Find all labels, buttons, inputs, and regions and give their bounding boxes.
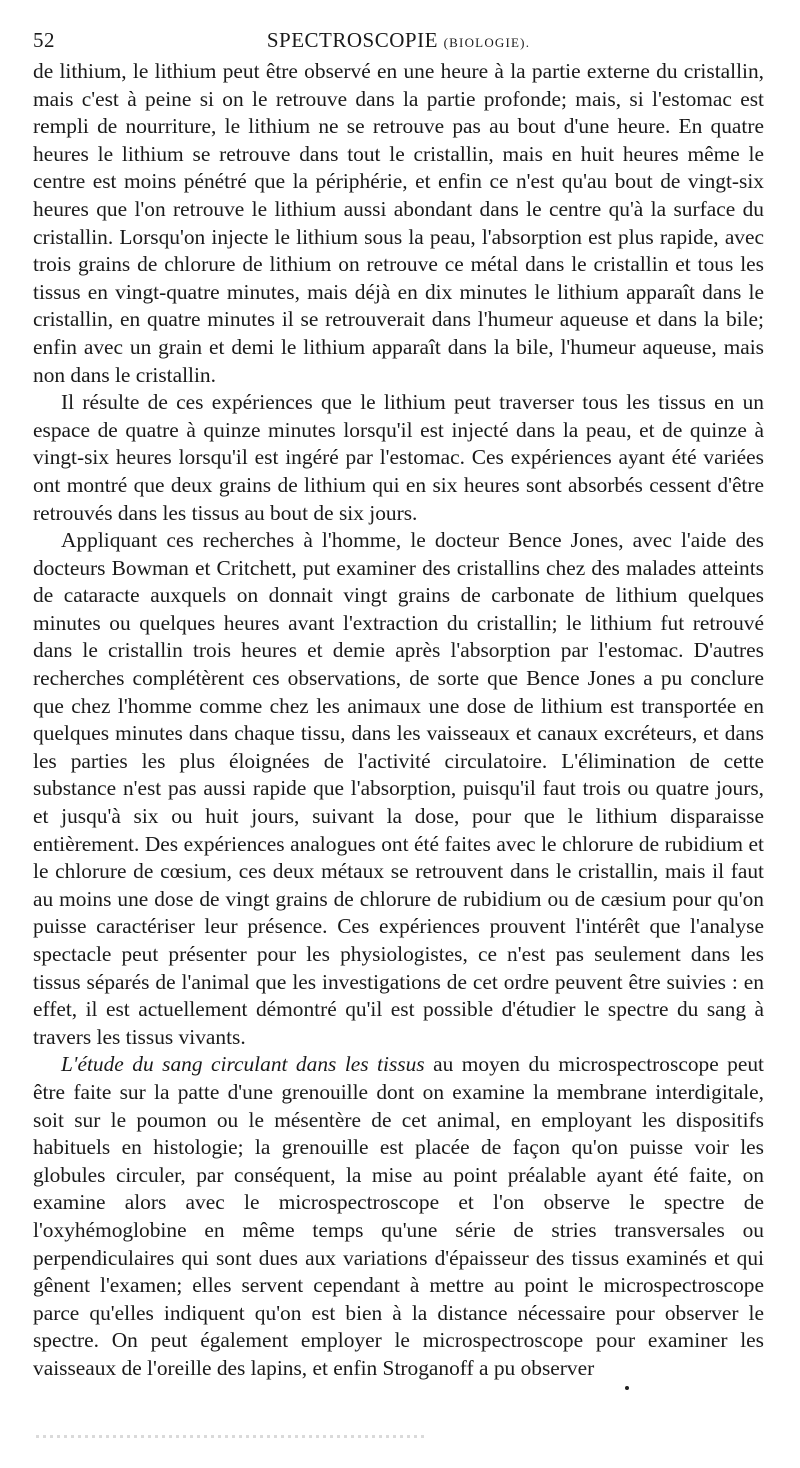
paragraph [33,1051,764,1382]
running-title-main: SPECTROSCOPIE [266,28,438,52]
body-text [33,58,764,1383]
footer-scan-marks [36,1435,426,1438]
running-head [33,28,764,58]
paragraph [33,58,764,389]
paragraph [33,527,764,1051]
text-run: Il résulte de ces expériences que le lithium peut traverser tous les tissus en un espace de quatre à quinze minutes lorsqu'il est injecté dans la peau, et de quinze à vingt-six heures lorsqu'il est ingéré par l'estomac. Ces expériences ayant été variées ont montré que deux grains de lithium qui en six heures sont absorbés cessent d'être retrouvés dans les tissus au bout de six jours. [33,390,764,525]
text-run: Appliquant ces recherches à l'homme, le docteur Bence Jones, avec l'aide des docteurs Bowman et Critchett, put examiner des cristallins chez des malades atteints de cataracte auxquels on donnait vingt grains de carbonate de lithium quelques minutes ou quelques heures avant l'extraction du cristallin; le lithium fut retrouvé dans le cristallin trois heures et demie après l'absorption par l'estomac. D'autres recherches complétèrent ces observations, de sorte que Bence Jones a pu conclure que chez l'homme comme chez les animaux une dose de lithium est transportée en quelques minutes dans chaque tissu, dans les vaisseaux et canaux excréteurs, et dans les parties les plus éloignées de l'activité circulatoire. L'élimination de cette substance n'est pas aussi rapide que l'absorption, puisqu'il faut trois ou quatre jours, et jusqu'à six ou huit jours, suivant la dose, pour que le lithium disparaisse entièrement. Des expériences analogues ont été faites avec le chlorure de rubidium et le chlorure de cœsium, ces deux métaux se retrouvent dans le cristallin, mais il faut au moins une dose de vingt grains de chlorure de rubidium ou de cæsium pour qu'on puisse caractériser leur présence. Ces expériences prouvent l'intérêt que l'analyse spectacle peut présenter pour les physiologistes, ce n'est pas seulement dans les tissus séparés de l'animal que les investigations de cet ordre peuvent être suivies : en effet, il est actuellement démontré qu'il est possible d'étudier le spectre du sang à travers les tissus vivants. [33,528,764,1049]
page-number: 52 [33,28,55,52]
text-run: de lithium, le lithium peut être observé en une heure à la partie externe du cristallin, mais c'est à peine si on le retrouve dans la partie profonde; mais, si l'estomac est rempli de nourriture, le lithium ne se retrouve pas au bout d'une heure. En quatre heures le lithium se retrouve dans tout le cristallin, mais en huit heures même le centre est moins pénétré que la périphérie, et enfin ce n'est qu'au bout de vingt-six heures que l'on retrouve le lithium aussi abondant dans le centre qu'à la surface du cristallin. Lorsqu'on injecte le lithium sous la peau, l'absorption est plus rapide, avec trois grains de chlorure de lithium on retrouve ce métal dans le cristallin et tous les tissus en vingt-quatre minutes, mais déjà en dix minutes le lithium apparaît dans le cristallin, en quatre minutes il se retrouverait dans l'humeur aqueuse et dans la bile; enfin avec un grain et demi le lithium apparaît dans la bile, l'humeur aqueuse, mais non dans le cristallin. [33,59,764,387]
running-title [33,28,764,53]
italic-phrase: L'étude du sang circulant dans les tissus [61,1052,425,1077]
paragraph [33,389,764,527]
text-run: au moyen du microspectroscope peut être faite sur la patte d'une grenouille dont on examine la membrane interdigitale, soit sur le poumon ou le mésentère de cet animal, en employant les dispositifs habituels en histologie; la grenouille est placée de façon qu'on puisse voir les globules circuler, par conséquent, la mise au point préalable ayant été faite, on examine alors avec le microspectroscope et l'on observe le spectre de l'oxyhémoglobine en même temps qu'une série de stries transversales ou perpendiculaires qui sont dues aux variations d'épaisseur des tissus examinés et qui gênent l'examen; elles servent cependant à mettre au point le microspectroscope parce qu'elles indiquent qu'on est bien à la distance nécessaire pour observer le spectre. On peut également employer le microspectroscope pour examiner les vaisseaux de l'oreille des lapins, et enfin Stroganoff a pu observer [33,1052,765,1380]
stray-dot-mark [625,1386,629,1390]
running-title-sub: (BIOLOGIE). [443,35,531,50]
